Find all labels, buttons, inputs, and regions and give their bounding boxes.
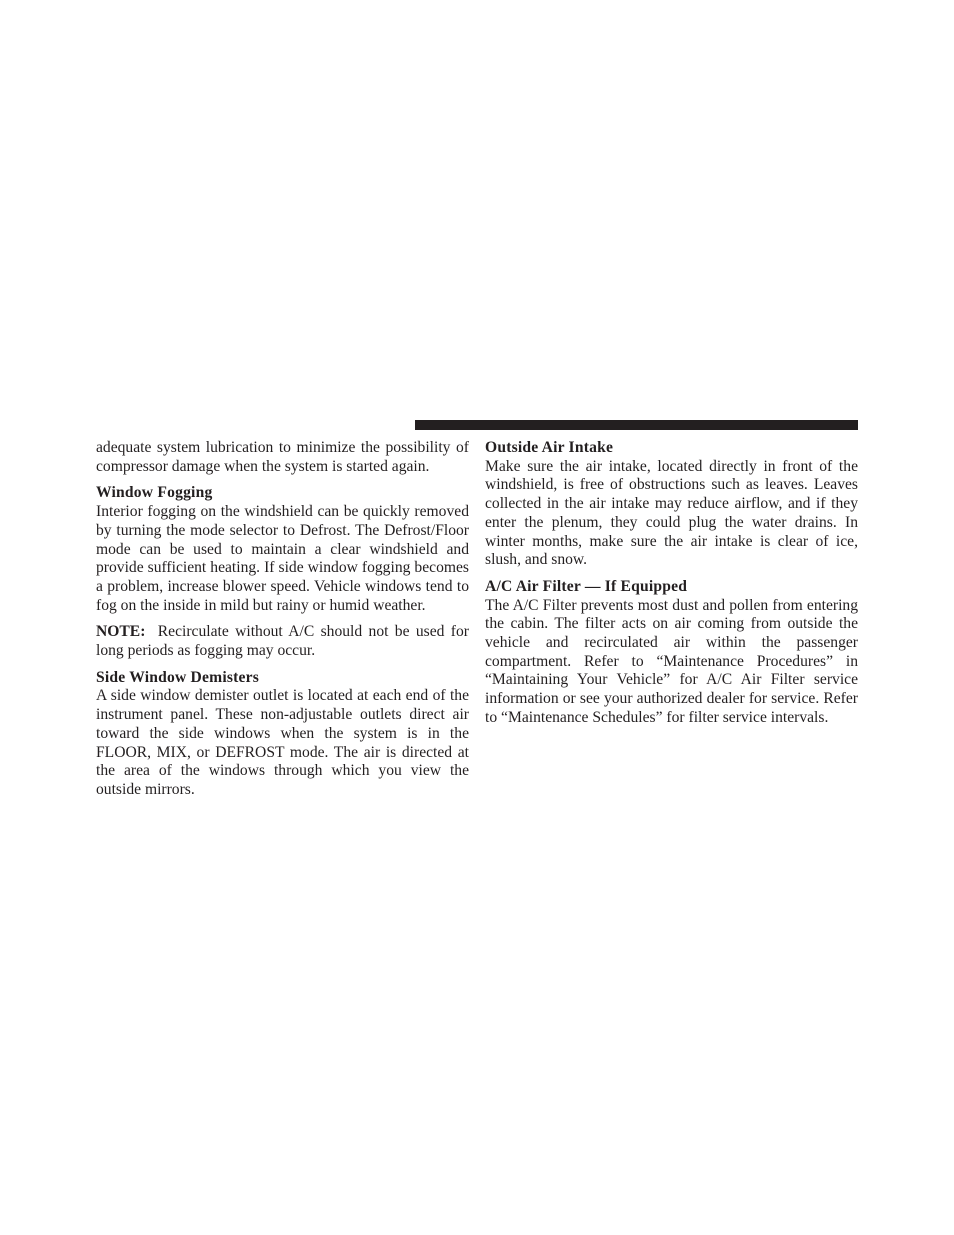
note-paragraph: [96, 623, 469, 660]
outside-air-intake-body: Make sure the air intake, located directly in front of the windshield, is free of obstructions such as leaves. Leaves collected in the air intake may reduce airflow, and if they enter the plenum, they could plug the water drains. In winter months, make sure the air intake is clear of ice, slush, and snow.: [485, 457, 858, 569]
outside-air-intake-heading: Outside Air Intake: [485, 439, 614, 456]
right-column: [485, 439, 858, 728]
window-fogging-body: Interior fogging on the windshield can be quickly removed by turning the mode selector to Defrost. The Defrost/Floor mode can be used to maintain a clear windshield and provide sufficient heating. If side window fogging becomes a problem, increase blower speed. Vehicle windows tend to fog on the inside in mild but rainy or humid weather.: [96, 503, 469, 614]
note-label: NOTE:: [96, 623, 146, 641]
side-window-demisters-heading: Side Window Demisters: [96, 668, 260, 686]
intro-paragraph: adequate system lubrication to minimize the possibility of compressor damage when the system is started again.: [96, 439, 469, 475]
ac-air-filter-body: The A/C Filter prevents most dust and pollen from entering the cabin. The filter acts on air coming from outside the vehicle and recirculated air within the passenger compartment. Refer to “Maintenance Procedures” in “Maintaining Your Vehicle” for A/C Air Filter service information or see your authorized dealer for service. Refer to “Maintenance Schedules” for filter service intervals.: [485, 596, 858, 726]
ac-air-filter-heading: A/C Air Filter — If Equipped: [485, 577, 688, 595]
window-fogging-heading: Window Fogging: [96, 484, 213, 502]
side-window-demisters-body: A side window demister outlet is located at each end of the instrument panel. These non-adjustable outlets direct air toward the side windows when the system is in the FLOOR, MIX, or DEFROST mode. The air is directed at the area of the windows through which you view the outside mirrors.: [96, 687, 469, 798]
left-column: [96, 439, 469, 800]
header-rule: [415, 420, 858, 430]
note-text: Recirculate without A/C should not be used for long periods as fogging may occur.: [96, 623, 469, 660]
